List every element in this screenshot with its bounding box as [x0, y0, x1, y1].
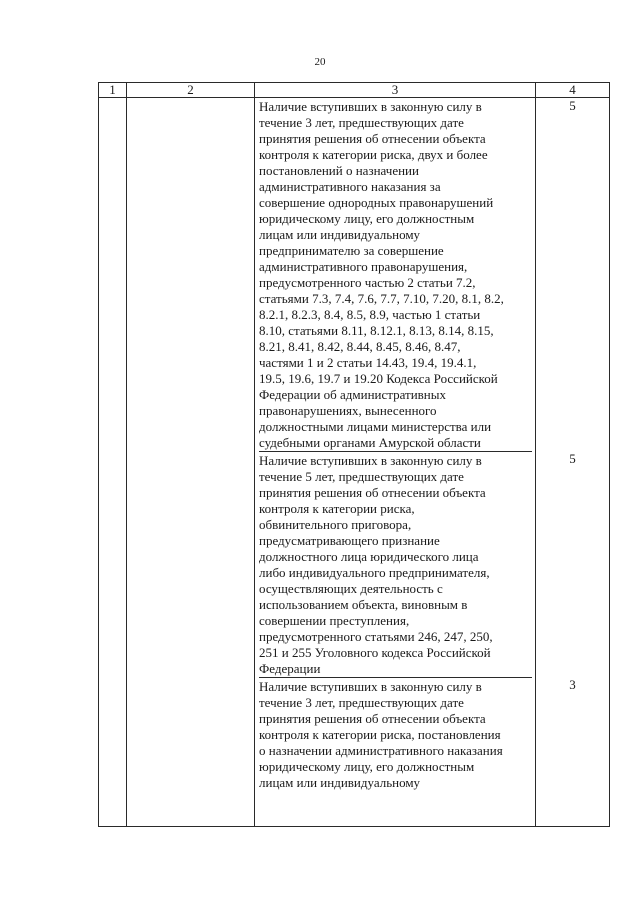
score-value: 3: [569, 677, 576, 692]
criterion-text-line: Федерации об административных: [259, 387, 447, 402]
criterion-text-line: Наличие вступивших в законную силу в: [259, 99, 482, 114]
criterion-text-line: предусмотренного частью 2 статьи 7.2,: [259, 275, 476, 290]
criterion-text-line: предусмотренного статьями 246, 247, 250,: [259, 629, 493, 644]
criterion-text-line: течение 3 лет, предшествующих дате: [259, 695, 464, 710]
criterion-text-line: постановлений о назначении: [259, 163, 419, 178]
column-header-3: 3: [255, 83, 536, 98]
criterion-text-line: контроля к категории риска, двух и более: [259, 147, 488, 162]
criterion-text-line: принятия решения об отнесении объекта: [259, 711, 486, 726]
criterion-text-line: течение 5 лет, предшествующих дате: [259, 469, 464, 484]
criterion-text-line: контроля к категории риска, постановления: [259, 727, 501, 742]
criterion-text-line: административного наказания за: [259, 179, 441, 194]
score-block: [536, 451, 609, 677]
column-header-2: 2: [127, 83, 255, 98]
criterion-text-line: 8.21, 8.41, 8.42, 8.44, 8.45, 8.46, 8.47,: [259, 339, 461, 354]
criterion-text-line: принятия решения об отнесении объекта: [259, 485, 486, 500]
criterion-block: [259, 98, 532, 451]
page-number: 20: [314, 56, 326, 68]
criterion-text-line: принятия решения об отнесении объекта: [259, 131, 486, 146]
criterion-text-line: частями 1 и 2 статьи 14.43, 19.4, 19.4.1,: [259, 355, 477, 370]
criterion-text-line: течение 3 лет, предшествующих дате: [259, 115, 464, 130]
criterion-text-line: 8.2.1, 8.2.3, 8.4, 8.5, 8.9, частью 1 статьи: [259, 307, 481, 322]
scores-cell: [536, 98, 610, 827]
table-body-row: [99, 98, 610, 827]
criterion-text-line: должностными лицами министерства или: [259, 419, 492, 434]
criterion-text-line: осуществляющих деятельность с: [259, 581, 443, 596]
criterion-text-line: контроля к категории риска,: [259, 501, 415, 516]
criterion-text-line: Федерации: [259, 661, 321, 676]
column-2-cell: [127, 98, 255, 827]
criterion-text-line: юридическому лицу, его должностным: [259, 211, 475, 226]
score-block: [536, 677, 609, 791]
criterion-block: [259, 677, 532, 791]
criterion-text-line: совершение однородных правонарушений: [259, 195, 494, 210]
criterion-text-line: юридическому лицу, его должностным: [259, 759, 475, 774]
criterion-block: [259, 451, 532, 677]
column-1-cell: [99, 98, 127, 827]
score-value: 5: [569, 98, 576, 113]
criteria-cell: [255, 98, 536, 827]
criterion-text-line: о назначении административного наказания: [259, 743, 503, 758]
criterion-text-line: Наличие вступивших в законную силу в: [259, 453, 482, 468]
table-header-row: [99, 83, 610, 98]
score-value: 5: [569, 451, 576, 466]
criterion-text-line: 251 и 255 Уголовного кодекса Российской: [259, 645, 491, 660]
criterion-text-line: лицам или индивидуальному: [259, 227, 421, 242]
criterion-text-line: административного правонарушения,: [259, 259, 468, 274]
criterion-text-line: должностного лица юридического лица: [259, 549, 479, 564]
criterion-text-line: совершении преступления,: [259, 613, 410, 628]
criteria-table: [98, 82, 610, 827]
criterion-text-line: 8.10, статьями 8.11, 8.12.1, 8.13, 8.14, 8.15,: [259, 323, 494, 338]
score-block: [536, 98, 609, 451]
criterion-text-line: лицам или индивидуальному: [259, 775, 421, 790]
column-header-1: 1: [99, 83, 127, 98]
criterion-text-line: либо индивидуального предпринимателя,: [259, 565, 490, 580]
criterion-text-line: использованием объекта, виновным в: [259, 597, 468, 612]
column-header-4: 4: [536, 83, 610, 98]
criterion-text-line: обвинительного приговора,: [259, 517, 412, 532]
criterion-text-line: статьями 7.3, 7.4, 7.6, 7.7, 7.10, 7.20, 8.1, 8.2,: [259, 291, 504, 306]
criterion-text-line: судебными органами Амурской области: [259, 435, 481, 450]
criterion-text-line: правонарушениях, вынесенного: [259, 403, 437, 418]
criterion-text-line: Наличие вступивших в законную силу в: [259, 679, 482, 694]
criterion-text-line: предпринимателю за совершение: [259, 243, 444, 258]
criterion-text-line: предусматривающего признание: [259, 533, 440, 548]
criterion-text-line: 19.5, 19.6, 19.7 и 19.20 Кодекса Российской: [259, 371, 498, 386]
